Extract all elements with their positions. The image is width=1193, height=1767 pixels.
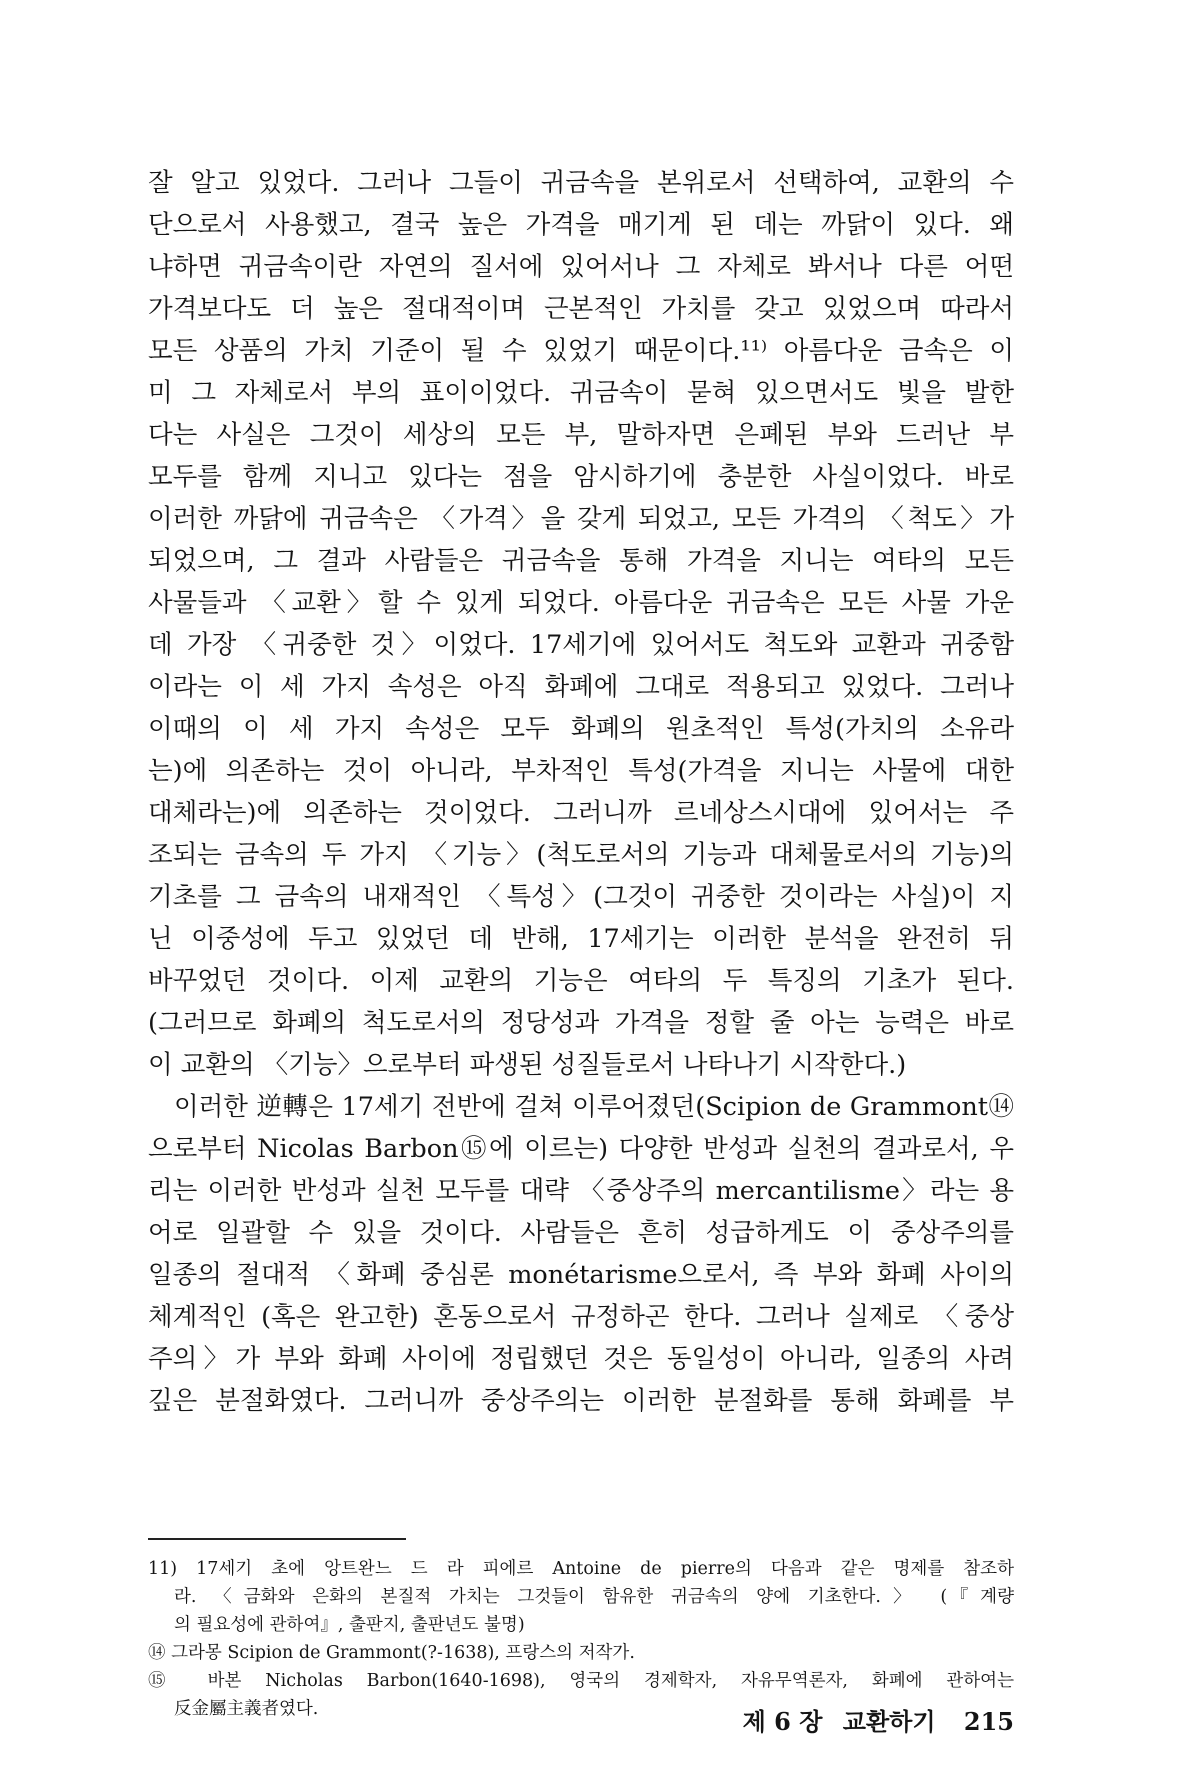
body-line: 대체라는)에 의존하는 것이었다. 그러니까 르네상스시대에 있어서는 주 bbox=[148, 798, 1014, 828]
footnote-line: 라. 〈금화와 은화의 본질적 가치는 그것들이 함유한 귀금속의 양에 기초한다.〉 (『계량 bbox=[174, 1587, 1014, 1607]
body-line: 일종의 절대적 〈화폐 중심론 monétarisme으로서, 즉 부와 화폐 사이의 bbox=[148, 1260, 1014, 1290]
body-line: 주의〉가 부와 화폐 사이에 정립했던 것은 동일성이 아니라, 일종의 사려 bbox=[148, 1344, 1014, 1374]
body-line: 다는 사실은 그것이 세상의 모든 부, 말하자면 은폐된 부와 드러난 부 bbox=[148, 420, 1014, 450]
body-line: 미 그 자체로서 부의 표이이었다. 귀금속이 묻혀 있으면서도 빛을 발한 bbox=[148, 378, 1014, 408]
body-line: 모든 상품의 가치 기준이 될 수 있었기 때문이다.¹¹⁾ 아름다운 금속은 이 bbox=[148, 336, 1014, 366]
footnote-line: 의 필요성에 관하여』, 출판지, 출판년도 불명) bbox=[174, 1615, 525, 1635]
body-line: 데 가장 〈귀중한 것〉이었다. 17세기에 있어서도 척도와 교환과 귀중함 bbox=[148, 630, 1014, 660]
body-line: 가격보다도 더 높은 절대적이며 근본적인 가치를 갖고 있었으며 따라서 bbox=[148, 294, 1014, 324]
footnote-line: 反金屬主義者였다. bbox=[174, 1699, 319, 1719]
body-line: 이라는 이 세 가지 속성은 아직 화폐에 그대로 적용되고 있었다. 그러나 bbox=[148, 672, 1014, 702]
footnote-divider bbox=[148, 1538, 406, 1540]
footnote-line: ⑭ 그라몽 Scipion de Grammont(?-1638), 프랑스의 저작가. bbox=[148, 1643, 635, 1663]
body-line: 깊은 분절화였다. 그러니까 중상주의는 이러한 분절화를 통해 화폐를 부 bbox=[148, 1386, 1014, 1416]
body-line: 이러한 逆轉은 17세기 전반에 걸쳐 이루어졌던(Scipion de Grammont⑭ bbox=[174, 1092, 1014, 1122]
body-line: 기초를 그 금속의 내재적인 〈특성〉(그것이 귀중한 것이라는 사실)이 지 bbox=[148, 882, 1014, 912]
body-line: 리는 이러한 반성과 실천 모두를 대략 〈중상주의 mercantilisme〉라는 용 bbox=[148, 1176, 1014, 1206]
body-line: (그러므로 화폐의 척도로서의 정당성과 가격을 정할 줄 아는 능력은 바로 bbox=[148, 1008, 1014, 1038]
footnote-line: ⑮ 바본 Nicholas Barbon(1640-1698), 영국의 경제학자, 자유무역론자, 화폐에 관하여는 bbox=[148, 1671, 1014, 1691]
body-line: 사물들과 〈교환〉할 수 있게 되었다. 아름다운 귀금속은 모든 사물 가운 bbox=[148, 588, 1014, 618]
body-line: 모두를 함께 지니고 있다는 점을 암시하기에 충분한 사실이었다. 바로 bbox=[148, 462, 1014, 492]
body-line: 닌 이중성에 두고 있었던 데 반해, 17세기는 이러한 분석을 완전히 뒤 bbox=[148, 924, 1014, 954]
body-line: 이때의 이 세 가지 속성은 모두 화폐의 원초적인 특성(가치의 소유라 bbox=[148, 714, 1014, 744]
footer-chapter: 제 6 장 bbox=[742, 1707, 823, 1736]
page bbox=[148, 162, 1014, 1736]
page-number: 215 bbox=[963, 1707, 1014, 1736]
body-line: 이 교환의 〈기능〉으로부터 파생된 성질들로서 나타나기 시작한다.) bbox=[148, 1050, 907, 1080]
body-line: 바꾸었던 것이다. 이제 교환의 기능은 여타의 두 특징의 기초가 된다. bbox=[148, 966, 1014, 996]
body-line: 는)에 의존하는 것이 아니라, 부차적인 특성(가격을 지니는 사물에 대한 bbox=[148, 756, 1014, 786]
footnotes bbox=[148, 1555, 1014, 1723]
running-footer bbox=[743, 1707, 1014, 1737]
footnote-line: 11) 17세기 초에 앙트완느 드 라 피에르 Antoine de pierre의 다음과 같은 명제를 참조하 bbox=[148, 1559, 1014, 1579]
body-line: 냐하면 귀금속이란 자연의 질서에 있어서나 그 자체로 봐서나 다른 어떤 bbox=[148, 252, 1014, 282]
body-line: 이러한 까닭에 귀금속은 〈가격〉을 갖게 되었고, 모든 가격의 〈척도〉가 bbox=[148, 504, 1014, 534]
body-line: 으로부터 Nicolas Barbon⑮에 이르는) 다양한 반성과 실천의 결과로서, 우 bbox=[148, 1134, 1014, 1164]
body-line: 단으로서 사용했고, 결국 높은 가격을 매기게 된 데는 까닭이 있다. 왜 bbox=[148, 210, 1014, 240]
body-line: 체계적인 (혹은 완고한) 혼동으로서 규정하곤 한다. 그러나 실제로 〈중상 bbox=[148, 1302, 1014, 1332]
body-line: 되었으며, 그 결과 사람들은 귀금속을 통해 가격을 지니는 여타의 모든 bbox=[148, 546, 1014, 576]
body-line: 어로 일괄할 수 있을 것이다. 사람들은 흔히 성급하게도 이 중상주의를 bbox=[148, 1218, 1014, 1248]
body-text bbox=[148, 162, 1014, 1422]
body-line: 조되는 금속의 두 가지 〈기능〉(척도로서의 기능과 대체물로서의 기능)의 bbox=[148, 840, 1014, 870]
footer-title: 교환하기 bbox=[842, 1707, 936, 1736]
body-line: 잘 알고 있었다. 그러나 그들이 귀금속을 본위로서 선택하여, 교환의 수 bbox=[148, 168, 1014, 198]
